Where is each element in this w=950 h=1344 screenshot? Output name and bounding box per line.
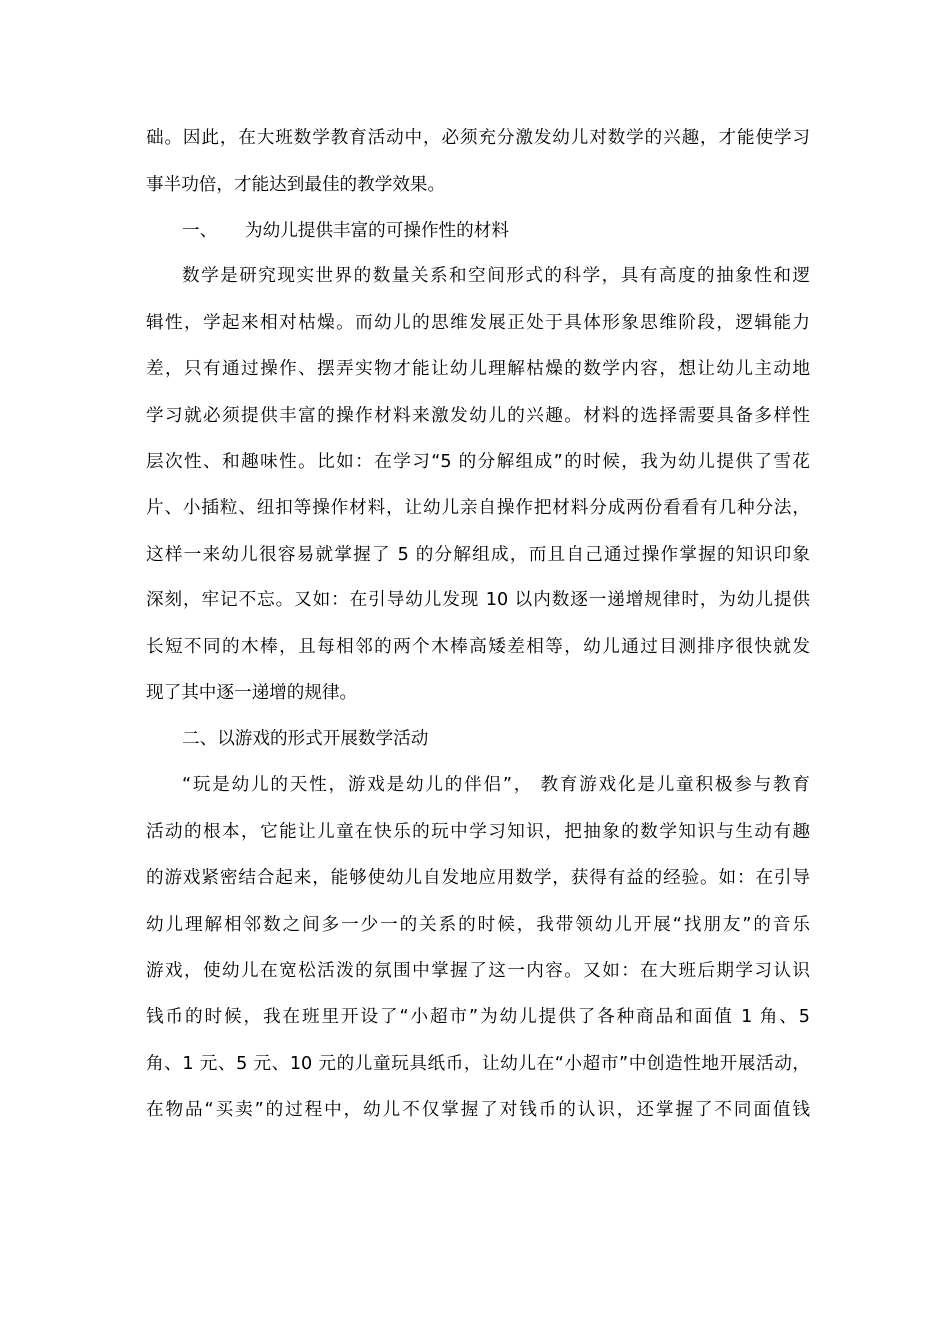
paragraph-3-line-6: 钱币的时候，我在班里开设了“小超市”为幼儿提供了各种商品和面值 1 角、5 [146,1007,810,1027]
heading-1-text: 为幼儿提供丰富的可操作性的材料 [245,221,509,241]
paragraph-2-line-6: 片、小插粒、纽扣等操作材料，让幼儿亲自操作把材料分成两份看看有几种分法， [146,498,810,518]
paragraph-3-line-3: 的游戏紧密结合起来，能够使幼儿自发地应用数学，获得有益的经验。如：在引导 [146,868,810,888]
paragraph-2-line-7: 这样一来幼儿很容易就掌握了 5 的分解组成，而且自己通过操作掌握的知识印象 [146,545,810,565]
heading-1-number: 一、 [182,221,218,241]
paragraph-2-line-9: 长短不同的木棒，且每相邻的两个木棒高矮差相等，幼儿通过目测排序很快就发 [146,637,810,657]
paragraph-2-line-1: 数学是研究现实世界的数量关系和空间形式的科学，具有高度的抽象性和逻 [182,266,810,286]
heading-2-text: 二、以游戏的形式开展数学活动 [182,729,429,749]
paragraph-3-line-2: 活动的根本，它能让儿童在快乐的玩中学习知识，把抽象的数学知识与生动有趣 [146,822,810,842]
paragraph-2-line-8: 深刻，牢记不忘。又如：在引导幼儿发现 10 以内数逐一递增规律时，为幼儿提供 [146,590,810,610]
paragraph-3-line-5: 游戏，使幼儿在宽松活泼的氛围中掌握了这一内容。又如：在大班后期学习认识 [146,961,810,981]
paragraph-3-line-4: 幼儿理解相邻数之间多一少一的关系的时候，我带领幼儿开展“找朋友”的音乐 [146,915,810,935]
paragraph-2-line-3: 差，只有通过操作、摆弄实物才能让幼儿理解枯燥的数学内容，想让幼儿主动地 [146,359,810,379]
paragraph-2-line-2: 辑性，学起来相对枯燥。而幼儿的思维发展正处于具体形象思维阶段，逻辑能力 [146,313,810,333]
paragraph-2-line-4: 学习就必须提供丰富的操作材料来激发幼儿的兴趣。材料的选择需要具备多样性 [146,406,810,426]
paragraph-1-line-1: 础。因此，在大班数学教育活动中，必须充分激发幼儿对数学的兴趣，才能使学习 [146,128,810,148]
paragraph-1-line-2: 事半功倍，才能达到最佳的教学效果。 [146,175,446,195]
paragraph-3-line-7: 角、1 元、5 元、10 元的儿童玩具纸币，让幼儿在“小超市”中创造性地开展活动， [146,1054,810,1074]
paragraph-3-line-1: “玩是幼儿的天性，游戏是幼儿的伴侣”， 教育游戏化是儿童积极参与教育 [182,775,810,795]
paragraph-3-line-8: 在物品“买卖”的过程中，幼儿不仅掌握了对钱币的认识，还掌握了不同面值钱 [146,1100,810,1120]
paragraph-2-line-10: 现了其中逐一递增的规律。 [146,683,358,703]
paragraph-2-line-5: 层次性、和趣味性。比如：在学习“5 的分解组成”的时候，我为幼儿提供了雪花 [146,452,810,472]
